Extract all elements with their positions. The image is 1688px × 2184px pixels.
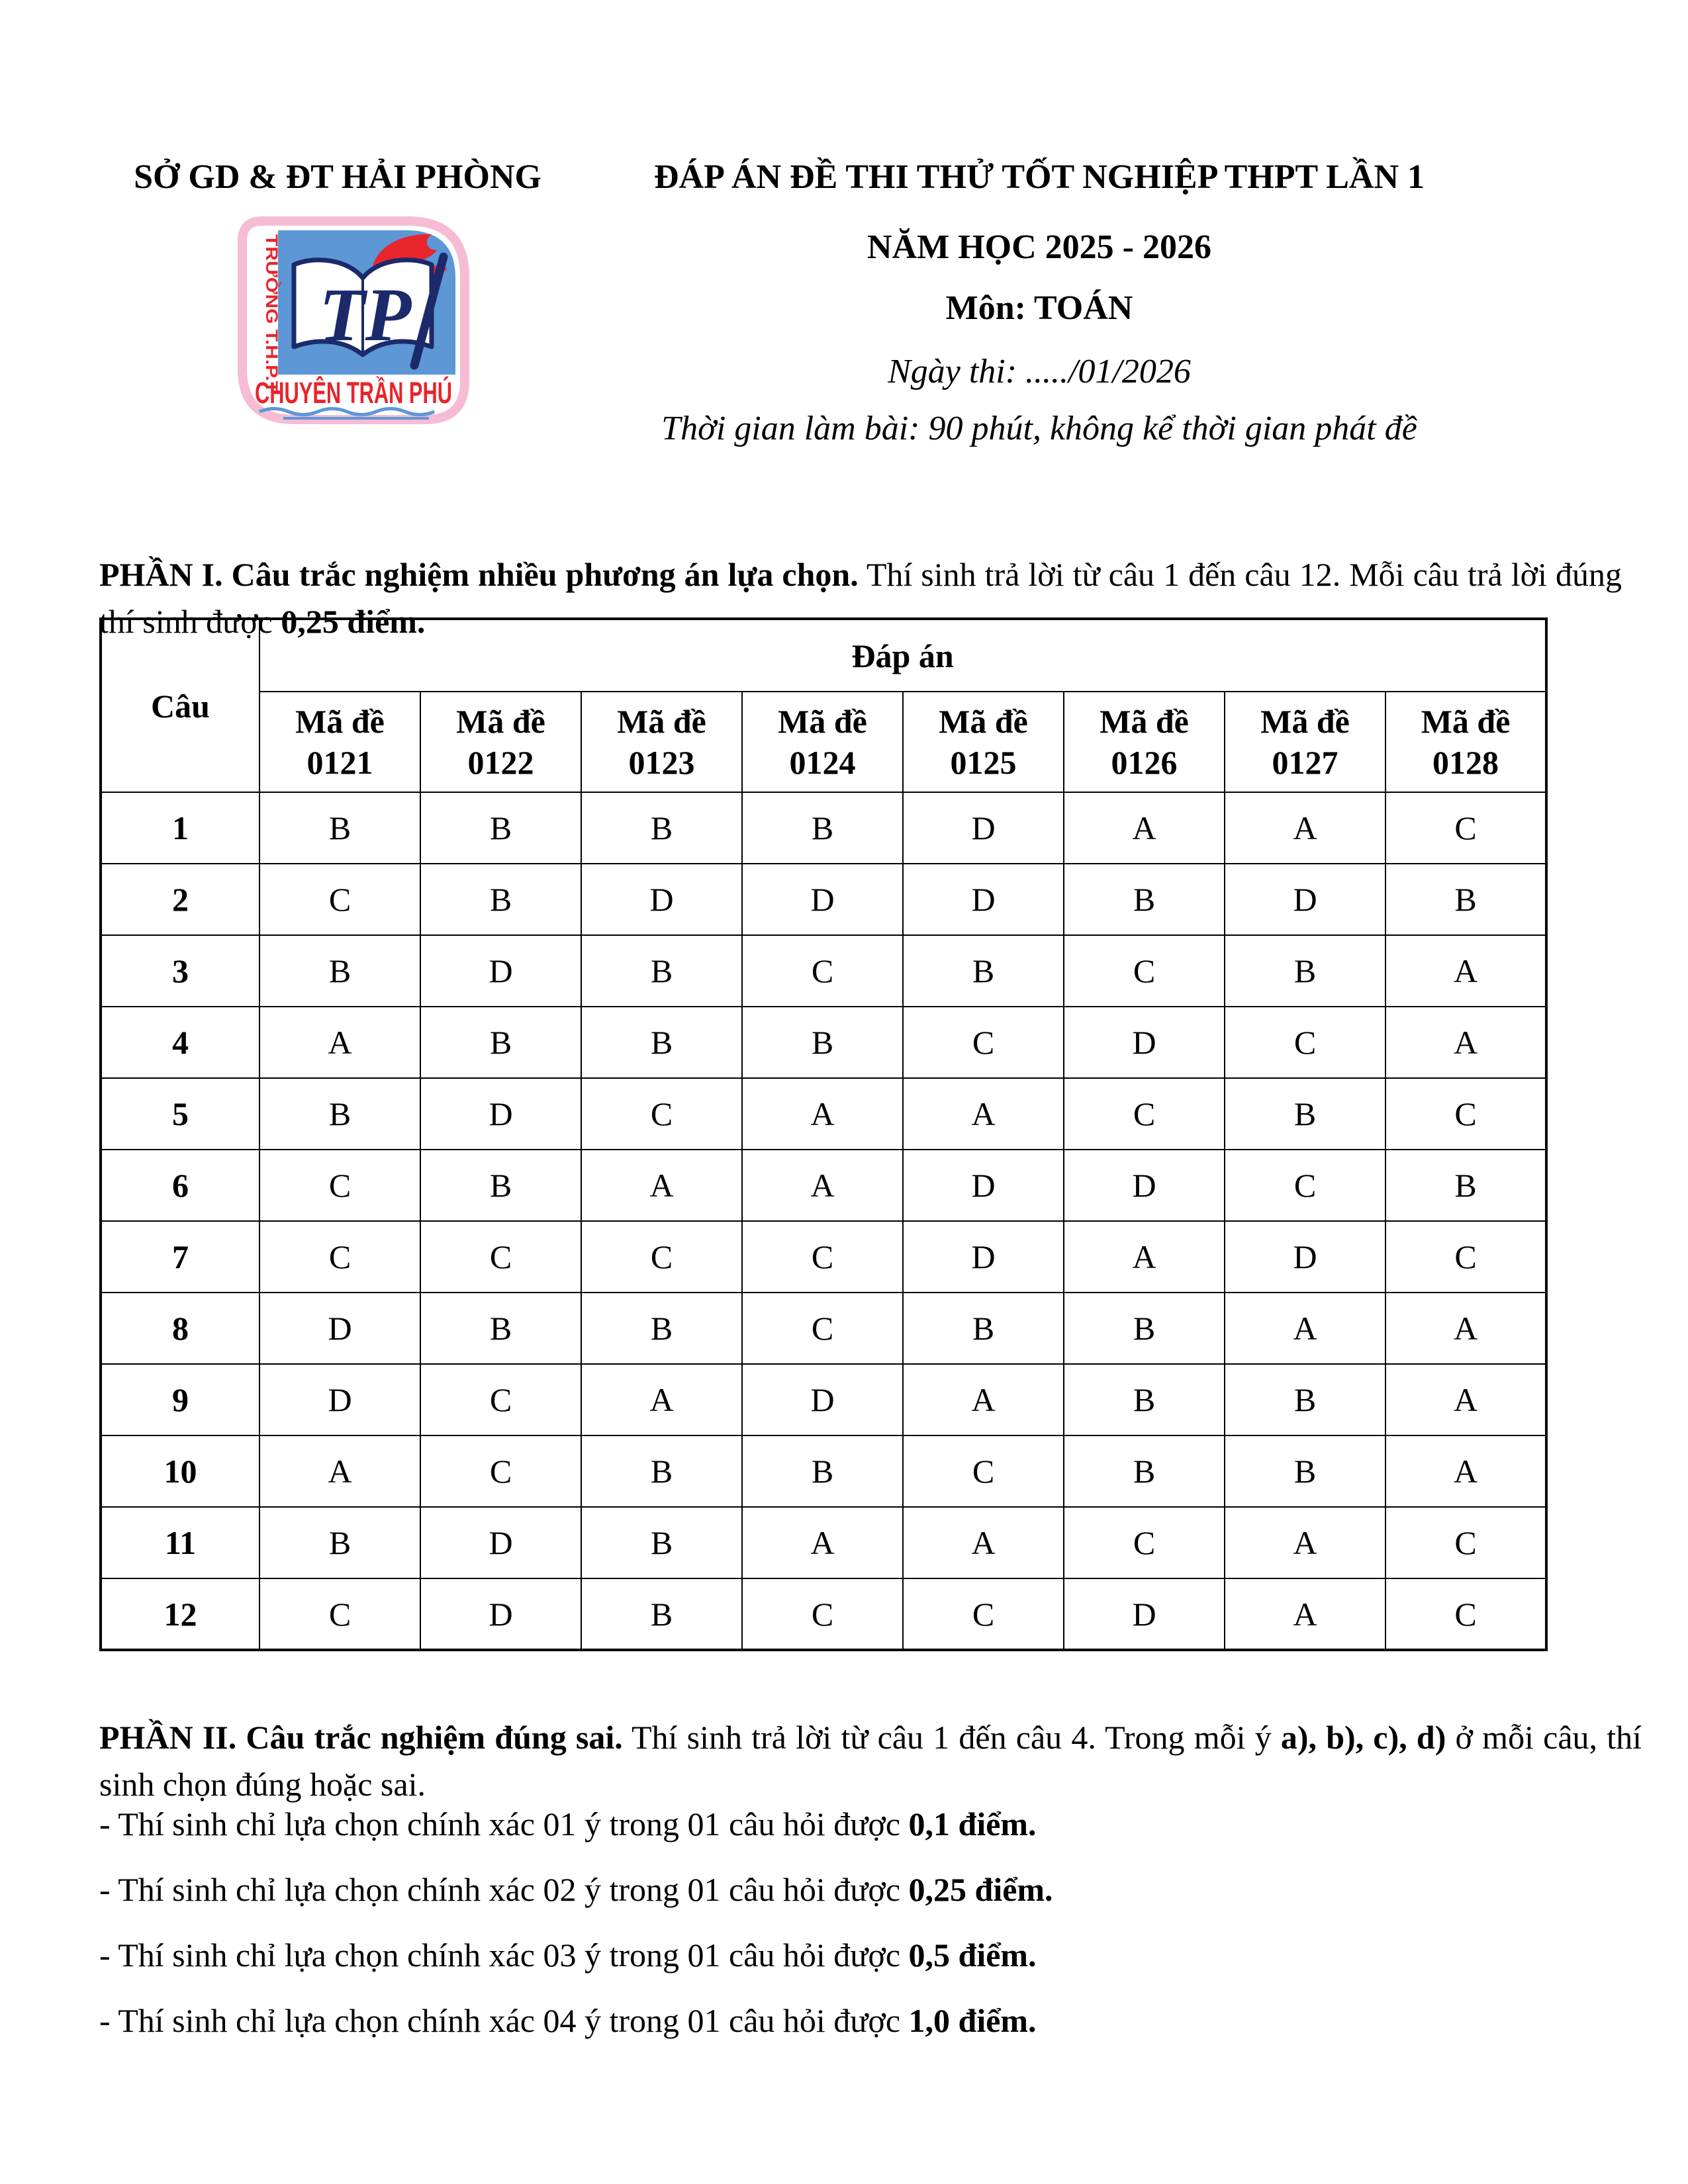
- answer-cell: A: [1064, 1221, 1225, 1293]
- duration-line: Thời gian làm bài: 90 phút, không kể thời gian phát đề: [661, 410, 1417, 447]
- answer-cell: B: [1385, 864, 1546, 935]
- question-number-cell: 10: [101, 1435, 259, 1507]
- col-header-question: Câu: [101, 619, 259, 792]
- answer-cell: D: [420, 1078, 581, 1150]
- answer-cell: A: [1064, 792, 1225, 864]
- exam-code-header-cell: Mã đề 0121: [259, 692, 420, 792]
- answer-cell: A: [1385, 1007, 1546, 1078]
- question-number-cell: 2: [101, 864, 259, 935]
- answer-cell: B: [1064, 1364, 1225, 1435]
- answer-cell: B: [420, 864, 581, 935]
- question-number-cell: 6: [101, 1150, 259, 1221]
- answer-cell: A: [742, 1507, 903, 1578]
- department-name: SỞ GD & ĐT HẢI PHÒNG: [134, 158, 541, 196]
- question-number-cell: 5: [101, 1078, 259, 1150]
- question-number-cell: 11: [101, 1507, 259, 1578]
- answer-cell: C: [581, 1221, 742, 1293]
- table-row: [101, 1078, 1546, 1150]
- answer-cell: A: [1385, 935, 1546, 1007]
- answer-cell: B: [1064, 864, 1225, 935]
- answer-cell: B: [903, 1293, 1064, 1364]
- scoring-rule-text: - Thí sinh chỉ lựa chọn chính xác 04 ý trong 01 câu hỏi được: [99, 2002, 909, 2039]
- answer-cell: A: [259, 1007, 420, 1078]
- scoring-rule: [99, 2002, 1642, 2040]
- question-number-cell: 12: [101, 1578, 259, 1650]
- answer-cell: C: [742, 935, 903, 1007]
- answer-cell: B: [259, 792, 420, 864]
- scoring-rule: [99, 1805, 1642, 1843]
- answer-cell: D: [903, 792, 1064, 864]
- answer-cell: C: [903, 1007, 1064, 1078]
- exam-code-header-cell: Mã đề 0123: [581, 692, 742, 792]
- answer-cell: B: [581, 792, 742, 864]
- table-row: [101, 1221, 1546, 1293]
- answer-cell: C: [259, 1578, 420, 1650]
- question-number-cell: 1: [101, 792, 259, 864]
- answer-cell: B: [420, 1150, 581, 1221]
- answer-cell: D: [420, 1507, 581, 1578]
- scoring-rule: [99, 1871, 1642, 1909]
- answer-cell: C: [1225, 1007, 1385, 1078]
- answer-cell: A: [581, 1364, 742, 1435]
- scoring-rule-points: 0,5 điểm.: [908, 1936, 1037, 1974]
- exam-title: ĐÁP ÁN ĐỀ THI THỬ TỐT NGHIỆP THPT LẦN 1: [653, 158, 1425, 196]
- scoring-rule-text: - Thí sinh chỉ lựa chọn chính xác 03 ý trong 01 câu hỏi được: [99, 1936, 909, 1974]
- answer-cell: B: [420, 792, 581, 864]
- table-row: [101, 1507, 1546, 1578]
- exam-code-header-cell: Mã đề 0125: [903, 692, 1064, 792]
- answer-cell: C: [1385, 1221, 1546, 1293]
- answer-cell: D: [903, 864, 1064, 935]
- scoring-rule-points: 0,25 điểm.: [908, 1871, 1053, 1908]
- answer-cell: B: [420, 1007, 581, 1078]
- answer-cell: B: [581, 935, 742, 1007]
- answer-cell: B: [1225, 1078, 1385, 1150]
- answer-cell: A: [1385, 1364, 1546, 1435]
- answer-cell: A: [903, 1364, 1064, 1435]
- answer-cell: C: [259, 1221, 420, 1293]
- answer-cell: B: [259, 1507, 420, 1578]
- answer-cell: D: [1064, 1007, 1225, 1078]
- answer-cell: C: [903, 1578, 1064, 1650]
- answer-cell: A: [1225, 1578, 1385, 1650]
- answer-cell: B: [1064, 1435, 1225, 1507]
- table-row: [101, 1578, 1546, 1650]
- answer-cell: C: [259, 1150, 420, 1221]
- answer-cell: C: [1385, 1507, 1546, 1578]
- scoring-rule-points: 1,0 điểm.: [908, 2002, 1037, 2039]
- answer-cell: D: [1064, 1150, 1225, 1221]
- answer-cell: B: [903, 935, 1064, 1007]
- answer-cell: D: [1225, 1221, 1385, 1293]
- answer-cell: D: [581, 864, 742, 935]
- answer-cell: D: [903, 1150, 1064, 1221]
- table-row: [101, 935, 1546, 1007]
- part2-intro-paragraph: [99, 1714, 1642, 1808]
- scoring-rules: [99, 1805, 1642, 2068]
- answer-cell: B: [259, 935, 420, 1007]
- table-row: [101, 1293, 1546, 1364]
- answer-cell: C: [581, 1078, 742, 1150]
- logo-vertical-text: TRƯỜNG T.H.P.T: [262, 234, 281, 367]
- logo-school-name: CHUYÊN TRẦN PHÚ: [255, 376, 452, 410]
- part1-points: 0,25 điểm.: [281, 603, 426, 640]
- school-logo-graphic: [237, 216, 470, 425]
- answer-cell: D: [420, 935, 581, 1007]
- exam-code-header-cell: Mã đề 0124: [742, 692, 903, 792]
- exam-code-header-cell: Mã đề 0122: [420, 692, 581, 792]
- answer-cell: A: [903, 1078, 1064, 1150]
- answer-cell: B: [259, 1078, 420, 1150]
- school-logo: [237, 216, 470, 425]
- answer-cell: A: [1385, 1293, 1546, 1364]
- answer-cell: A: [742, 1150, 903, 1221]
- answer-cell: D: [1064, 1578, 1225, 1650]
- answer-cell: C: [903, 1435, 1064, 1507]
- exam-code-header-row: [101, 692, 1546, 792]
- answer-cell: C: [420, 1364, 581, 1435]
- scoring-rule-text: - Thí sinh chỉ lựa chọn chính xác 02 ý trong 01 câu hỏi được: [99, 1871, 909, 1908]
- table-row: [101, 1007, 1546, 1078]
- question-number-cell: 7: [101, 1221, 259, 1293]
- answer-cell: B: [581, 1578, 742, 1650]
- question-number-cell: 9: [101, 1364, 259, 1435]
- question-number-cell: 4: [101, 1007, 259, 1078]
- logo-monogram: TP: [319, 273, 412, 357]
- part1-intro-text: Thí sinh trả lời từ câu 1 đến câu 12. Mỗi câu trả lời đúng thí sinh được: [99, 556, 1622, 640]
- answer-cell: A: [259, 1435, 420, 1507]
- answer-cell: C: [1064, 1507, 1225, 1578]
- part1-heading: PHẦN I. Câu trắc nghiệm nhiều phương án lựa chọn.: [99, 556, 859, 593]
- answer-cell: B: [742, 1435, 903, 1507]
- answer-cell: B: [742, 792, 903, 864]
- part2-heading: PHẦN II. Câu trắc nghiệm đúng sai.: [99, 1719, 623, 1756]
- answer-cell: A: [1225, 1293, 1385, 1364]
- table-header-row: [101, 619, 1546, 692]
- answer-cell: B: [581, 1293, 742, 1364]
- answer-cell: C: [1225, 1150, 1385, 1221]
- exam-code-header-cell: Mã đề 0128: [1385, 692, 1546, 792]
- title-block: [583, 158, 1496, 449]
- answer-cell: C: [1385, 792, 1546, 864]
- answer-cell: A: [742, 1078, 903, 1150]
- answer-cell: A: [1385, 1435, 1546, 1507]
- table-row: [101, 1435, 1546, 1507]
- school-year: NĂM HỌC 2025 - 2026: [867, 228, 1211, 266]
- answer-cell: C: [742, 1293, 903, 1364]
- answer-cell: D: [742, 1364, 903, 1435]
- answer-cell: A: [1225, 792, 1385, 864]
- answer-cell: B: [742, 1007, 903, 1078]
- answer-cell: D: [742, 864, 903, 935]
- scoring-rule-text: - Thí sinh chỉ lựa chọn chính xác 01 ý trong 01 câu hỏi được: [99, 1805, 909, 1843]
- table-row: [101, 1364, 1546, 1435]
- answer-cell: C: [1385, 1078, 1546, 1150]
- answer-cell: D: [259, 1364, 420, 1435]
- answer-cell: B: [1385, 1150, 1546, 1221]
- answer-cell: B: [581, 1435, 742, 1507]
- answer-cell: C: [1064, 1078, 1225, 1150]
- exam-date-line: Ngày thi: ...../01/2026: [888, 353, 1191, 390]
- exam-code-header-cell: Mã đề 0126: [1064, 692, 1225, 792]
- answer-cell: B: [1225, 1435, 1385, 1507]
- answer-cell: B: [581, 1507, 742, 1578]
- answer-cell: C: [259, 864, 420, 935]
- answer-cell: B: [1225, 935, 1385, 1007]
- answer-cell: D: [259, 1293, 420, 1364]
- answer-cell: D: [420, 1578, 581, 1650]
- answer-cell: C: [1385, 1578, 1546, 1650]
- answer-cell: B: [1064, 1293, 1225, 1364]
- answer-cell: C: [1064, 935, 1225, 1007]
- table-row: [101, 1150, 1546, 1221]
- answer-cell: A: [581, 1150, 742, 1221]
- question-number-cell: 3: [101, 935, 259, 1007]
- answer-table: [99, 617, 1548, 1651]
- table-row: [101, 792, 1546, 864]
- answer-cell: D: [903, 1221, 1064, 1293]
- table-row: [101, 864, 1546, 935]
- answer-cell: B: [581, 1007, 742, 1078]
- answer-cell: A: [903, 1507, 1064, 1578]
- part2-options: a), b), c), d): [1280, 1719, 1446, 1756]
- exam-code-header-cell: Mã đề 0127: [1225, 692, 1385, 792]
- answer-cell: C: [742, 1221, 903, 1293]
- answer-cell: C: [420, 1435, 581, 1507]
- part2-intro-text: Thí sinh trả lời từ câu 1 đến câu 4. Trong mỗi ý: [622, 1719, 1281, 1756]
- answer-cell: C: [742, 1578, 903, 1650]
- question-number-cell: 8: [101, 1293, 259, 1364]
- subject-line: Môn: TOÁN: [945, 289, 1133, 327]
- answer-cell: A: [1225, 1507, 1385, 1578]
- answer-cell: B: [420, 1293, 581, 1364]
- answer-cell: B: [1225, 1364, 1385, 1435]
- answer-cell: D: [1225, 864, 1385, 935]
- part2-outro-text: ở mỗi câu, thí sinh chọn đúng hoặc sai.: [99, 1719, 1642, 1803]
- col-header-answers: Đáp án: [259, 619, 1546, 692]
- scoring-rule: [99, 1936, 1642, 1974]
- answer-cell: C: [420, 1221, 581, 1293]
- scoring-rule-points: 0,1 điểm.: [908, 1805, 1037, 1843]
